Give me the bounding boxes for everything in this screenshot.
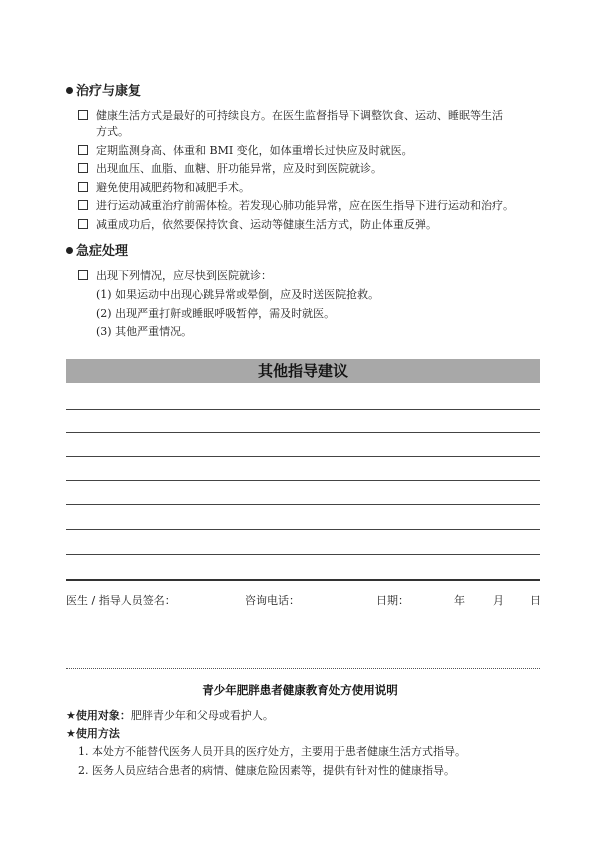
doctor-signature-label: 医生 / 指导人员签名： xyxy=(66,594,176,607)
treatment-heading: 治疗与康复 xyxy=(66,80,141,99)
treatment-item-5: 进行运动减重治疗前需体检。若发现心肺功能异常，应在医生指导下进行运动和治疗。 xyxy=(78,198,548,213)
advice-line-3 xyxy=(66,456,540,457)
usage-target xyxy=(66,708,274,723)
dotted-separator xyxy=(66,668,540,669)
usage-target-value: 肥胖青少年和父母或看护人。 xyxy=(130,709,274,722)
day-label: 日 xyxy=(530,594,541,607)
bullet-icon xyxy=(66,87,73,94)
treatment-item-1-cont: 方式。 xyxy=(96,125,129,138)
usage-target-label: ★使用对象： xyxy=(66,709,131,722)
usage-method-heading: ★使用方法 xyxy=(66,727,120,740)
usage-method-2: 2. 医务人员应结合患者的病情、健康危险因素等，提供有针对性的健康指导。 xyxy=(78,764,455,777)
advice-banner: 其他指导建议 xyxy=(66,359,540,383)
advice-line-2 xyxy=(66,432,540,433)
instructions-title: 青少年肥胖患者健康教育处方使用说明 xyxy=(202,683,398,697)
treatment-item-2: 定期监测身高、体重和 BMI 变化，如体重增长过快应及时就医。 xyxy=(78,143,548,158)
advice-line-1 xyxy=(66,409,540,410)
date-label: 日期： xyxy=(376,594,409,607)
treatment-item-1: 健康生活方式是最好的可持续良方。在医生监督指导下调整饮食、运动、睡眠等生活 xyxy=(78,108,548,123)
checkbox-icon xyxy=(78,145,88,155)
checkbox-icon xyxy=(78,219,88,229)
month-label: 月 xyxy=(493,594,504,607)
treatment-item-6: 减重成功后，依然要保持饮食、运动等健康生活方式，防止体重反弹。 xyxy=(78,217,548,232)
checkbox-icon xyxy=(78,110,88,120)
year-label: 年 xyxy=(454,594,465,607)
emergency-item: 出现下列情况，应尽快到医院就诊： xyxy=(78,268,548,283)
checkbox-icon xyxy=(78,182,88,192)
advice-line-6 xyxy=(66,529,540,530)
advice-line-7 xyxy=(66,554,540,555)
treatment-item-3: 出现血压、血脂、血糖、肝功能异常，应及时到医院就诊。 xyxy=(78,161,548,176)
usage-method-1: 1. 本处方不能替代医务人员开具的医疗处方，主要用于患者健康生活方式指导。 xyxy=(78,745,466,758)
bullet-icon xyxy=(66,247,73,254)
advice-line-4 xyxy=(66,480,540,481)
emergency-heading: 急症处理 xyxy=(66,240,128,259)
treatment-item-4: 避免使用减肥药物和减肥手术。 xyxy=(78,180,548,195)
checkbox-icon xyxy=(78,200,88,210)
advice-line-5 xyxy=(66,504,540,505)
checkbox-icon xyxy=(78,163,88,173)
emergency-sub-1: (1) 如果运动中出现心跳异常或晕倒，应及时送医院抢救。 xyxy=(96,288,380,301)
phone-label: 咨询电话： xyxy=(245,594,300,607)
checkbox-icon xyxy=(78,270,88,280)
emergency-sub-3: (3) 其他严重情况。 xyxy=(96,325,193,338)
emergency-sub-2: (2) 出现严重打鼾或睡眠呼吸暂停，需及时就医。 xyxy=(96,307,336,320)
signature-top-rule xyxy=(66,579,540,581)
